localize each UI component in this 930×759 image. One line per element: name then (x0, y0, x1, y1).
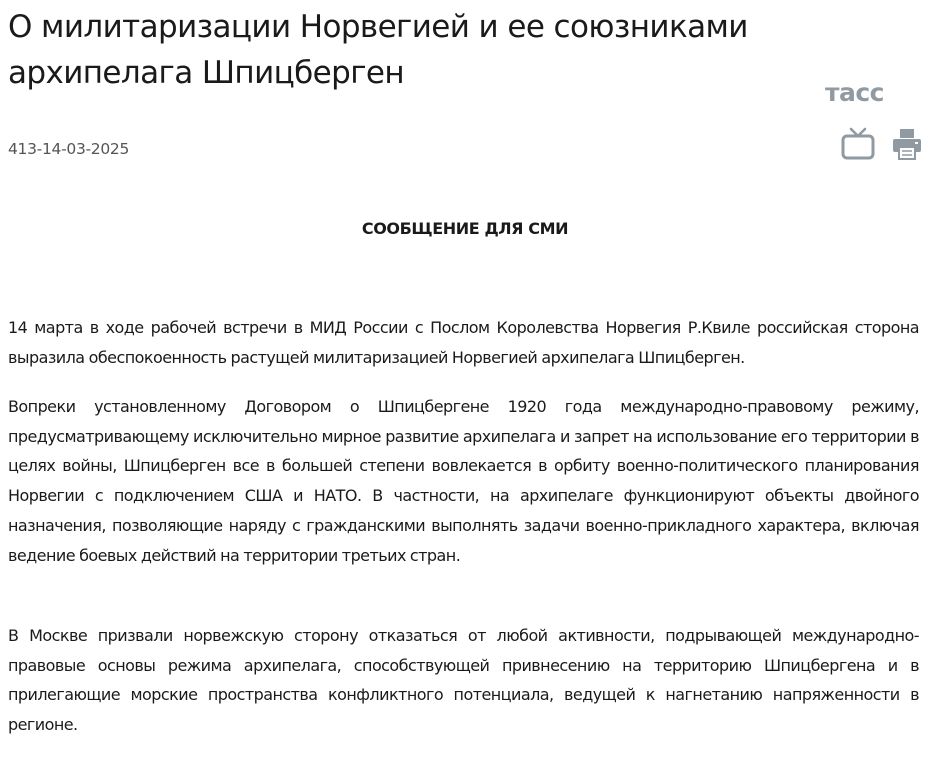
tass-logo[interactable]: тасс (825, 78, 884, 107)
print-icon[interactable] (892, 128, 922, 160)
document-id: 413-14-03-2025 (8, 140, 130, 158)
article-paragraph: В Москве призвали норвежскую сторону отказаться от любой активности, подрывающей международно-правовые основы режима архипелага, способствующей привнесению на территорию Шпицбергена и в прилегающие морские пространства конфликтного потенциала, ведущей к нагнетанию напряженности в регионе. (8, 626, 919, 735)
article-paragraph: 14 марта в ходе рабочей встречи в МИД России с Послом Королевства Норвегия Р.Квиле российская сторона выразила обеспокоенность растущей милитаризацией Норвегией архипелага Шпицберген. (8, 318, 919, 367)
article-paragraph: Вопреки установленному Договором о Шпицбергене 1920 года международно-правовому режиму, предусматривающему исключительно мирное развитие архипелага и запрет на использование его территории в целях войны, Шпицберген все в большей степени вовлекается в орбиту военно-политического планирования Норвегии с подключением США и НАТО. В частности, на архипелаге функционируют объекты двойного назначения, позволяющие наряду с гражданскими выполнять задачи военно-прикладного характера, включая ведение боевых действий на территории третьих стран. (8, 397, 919, 565)
tv-icon[interactable] (840, 126, 876, 162)
section-heading: СООБЩЕНИЕ ДЛЯ СМИ (361, 219, 569, 238)
article-title: О милитаризации Норвегией и ее союзниками архипелага Шпицберген (8, 9, 748, 91)
